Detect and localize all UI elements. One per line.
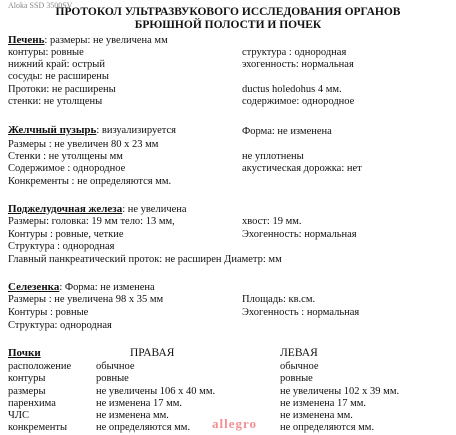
liver-ductus: ductus holedohus 4 мм. bbox=[242, 84, 342, 95]
pancreas-duct: Главный панкреатический проток: не расширен Диаметр: мм bbox=[8, 254, 282, 265]
kidney-label: паренхима bbox=[8, 398, 56, 409]
gallbladder-walls: Стенки : не утолщены мм bbox=[8, 151, 123, 162]
gallbladder-acoustic: акустическая дорожка: нет bbox=[242, 163, 362, 174]
pancreas-structure: Структура : однородная bbox=[8, 241, 115, 252]
kidney-left-value: обычное bbox=[280, 361, 319, 372]
spleen-form: : Форма: не изменена bbox=[59, 282, 155, 293]
corner-text: Aloka SSD 3500SV bbox=[8, 1, 73, 10]
kidneys-heading: Почки bbox=[8, 347, 41, 359]
liver-contours: контуры: ровные bbox=[8, 47, 84, 58]
liver-heading: Печень bbox=[8, 34, 45, 46]
gallbladder-contents: Содержимое : однородное bbox=[8, 163, 126, 174]
watermark: allegro bbox=[212, 416, 258, 431]
title-line-2: БРЮШНОЙ ПОЛОСТИ И ПОЧЕК bbox=[134, 19, 322, 31]
title-line-1: ПРОТОКОЛ УЛЬТРАЗВУКОВОГО ИССЛЕДОВАНИЯ ОРГАНОВ bbox=[55, 6, 401, 18]
kidney-left-value: не увеличены 102 x 39 мм. bbox=[280, 386, 400, 397]
gallbladder-first-line bbox=[8, 124, 176, 137]
pancreas-heading: Поджелудочная железа bbox=[8, 203, 123, 215]
kidney-left-value: не изменена мм. bbox=[280, 410, 353, 421]
liver-first-line bbox=[8, 34, 168, 47]
spleen-size: Размеры : не увеличена 98 x 35 мм bbox=[8, 294, 164, 305]
kidney-label: размеры bbox=[8, 386, 46, 397]
spleen-echogenicity: Эхогенность : нормальная bbox=[242, 307, 360, 318]
kidneys-col-left: ЛЕВАЯ bbox=[280, 347, 318, 359]
kidney-right-value: не увеличены 106 x 40 мм. bbox=[96, 386, 216, 397]
kidney-label: расположение bbox=[8, 361, 72, 372]
liver-ducts: Протоки: не расширены bbox=[8, 84, 116, 95]
liver-size: : размеры: не увеличена мм bbox=[44, 35, 168, 46]
liver-contents: содержимое: однородное bbox=[242, 96, 355, 107]
liver-echogenicity: эхогенность: нормальная bbox=[242, 59, 354, 70]
pancreas-contours: Контуры : ровные, четкие bbox=[8, 229, 124, 240]
kidney-right-value: ровные bbox=[96, 373, 129, 384]
pancreas-echogenicity: Эхогенность: нормальная bbox=[242, 229, 357, 240]
liver-structure: структура : однородная bbox=[242, 47, 347, 58]
kidney-right-value: не изменена 17 мм. bbox=[96, 398, 183, 409]
gallbladder-visualized: : визуализируется bbox=[96, 125, 177, 136]
spleen-structure: Структура: однородная bbox=[8, 320, 112, 331]
kidney-left-value: не определяются мм. bbox=[280, 422, 375, 433]
liver-walls: стенки: не утолщены bbox=[8, 96, 103, 107]
pancreas-tail: хвост: 19 мм. bbox=[242, 216, 302, 227]
gallbladder-form: Форма: не изменена bbox=[242, 126, 332, 137]
kidney-right-value: обычное bbox=[96, 361, 135, 372]
kidney-label: ЧЛС bbox=[8, 410, 29, 421]
kidney-label: конкременты bbox=[8, 422, 68, 433]
kidney-left-value: не изменена 17 мм. bbox=[280, 398, 367, 409]
kidney-label: контуры bbox=[8, 373, 46, 384]
pancreas-size-state: : не увеличена bbox=[122, 204, 187, 215]
kidneys-col-right: ПРАВАЯ bbox=[130, 347, 175, 359]
spleen-area: Площадь: кв.см. bbox=[242, 294, 316, 305]
kidney-right-value: не изменена мм. bbox=[96, 410, 169, 421]
spleen-first-line bbox=[8, 281, 155, 294]
gallbladder-stones: Конкременты : не определяются мм. bbox=[8, 176, 172, 187]
kidney-right-value: не определяются мм. bbox=[96, 422, 191, 433]
gallbladder-size: Размеры : не увеличен 80 x 23 мм bbox=[8, 139, 159, 150]
gallbladder-walls-dense: не уплотнены bbox=[242, 151, 304, 162]
pancreas-first-line bbox=[8, 203, 187, 216]
kidney-left-value: ровные bbox=[280, 373, 313, 384]
liver-vessels: сосуды: не расширены bbox=[8, 71, 109, 82]
liver-lower-edge: нижний край: острый bbox=[8, 59, 105, 70]
pancreas-dimensions: Размеры: головка: 19 мм тело: 13 мм, bbox=[8, 216, 175, 227]
spleen-heading: Селезенка bbox=[8, 281, 60, 293]
gallbladder-heading: Желчный пузырь bbox=[8, 124, 97, 136]
spleen-contours: Контуры : ровные bbox=[8, 307, 89, 318]
